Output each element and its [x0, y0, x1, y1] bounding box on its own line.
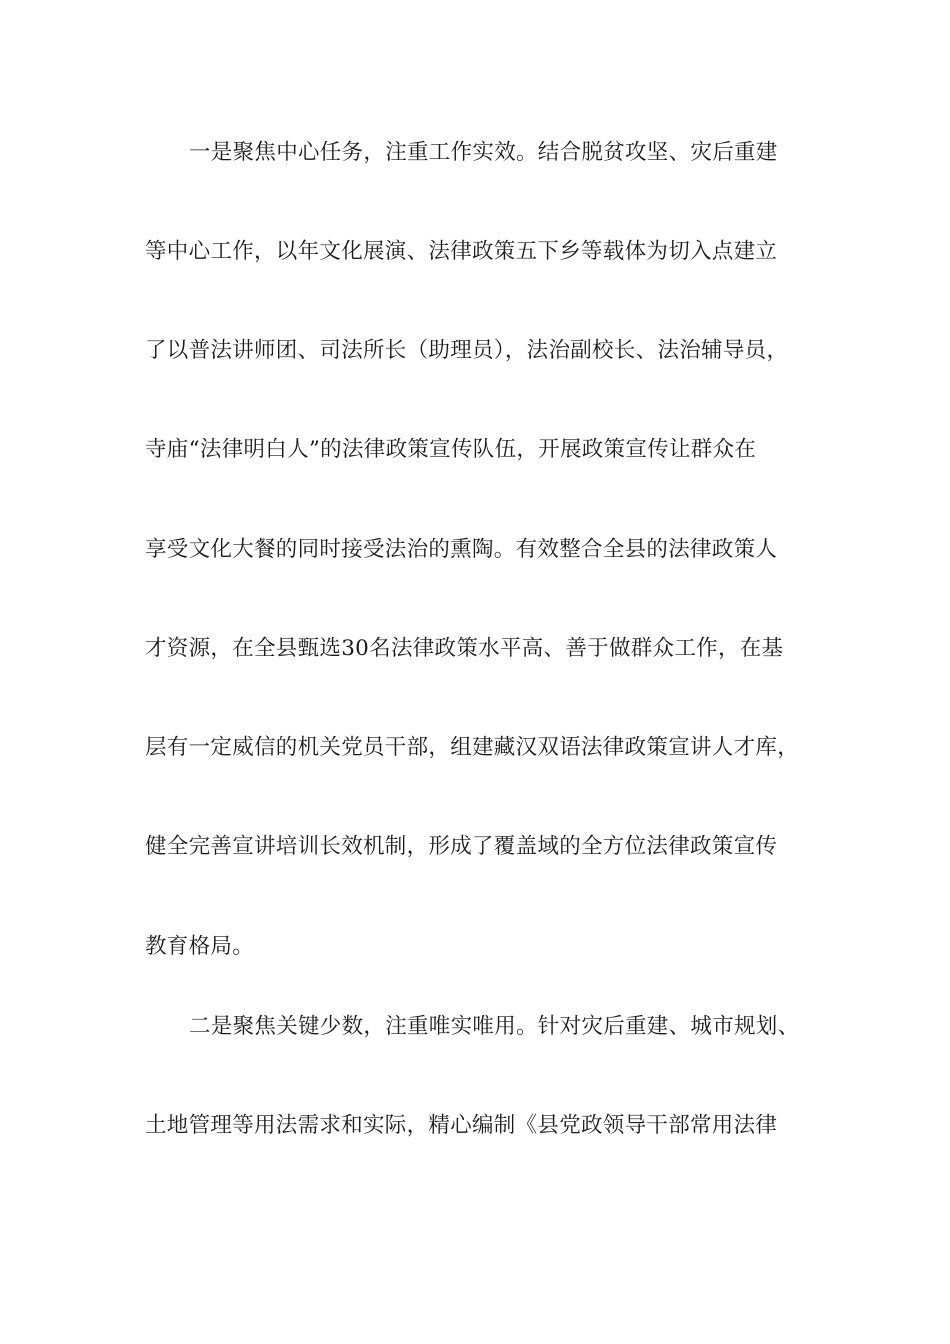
paragraph-1-line-5: 享受文化大餐的同时接受法治的熏陶。有效整合全县的法律政策人 [145, 537, 778, 562]
paragraph-1-line-4: 寺庙“法律明白人”的法律政策宣传队伍，开展政策宣传让群众在 [145, 437, 757, 462]
paragraph-1-line-1: 一是聚焦中心任务，注重工作实效。结合脱贫攻坚、灾后重建 [189, 140, 778, 165]
paragraph-2-line-1: 二是聚焦关键少数，注重唯实唯用。针对灾后重建、城市规划、 [189, 1014, 800, 1039]
paragraph-1-line-2: 等中心工作，以年文化展演、法律政策五下乡等载体为切入点建立 [145, 239, 778, 264]
paragraph-1-line-6: 才资源，在全县甄选30名法律政策水平高、善于做群众工作，在基 [145, 636, 784, 661]
paragraph-1-line-9: 教育格局。 [145, 934, 255, 959]
paragraph-1-line-7: 层有一定威信的机关党员干部，组建藏汉双语法律政策宣讲人才库， [145, 735, 800, 760]
paragraph-1-line-8: 健全完善宣讲培训长效机制，形成了覆盖域的全方位法律政策宣传 [145, 834, 778, 859]
paragraph-1-line-3: 了以普法讲师团、司法所长（助理员），法治副校长、法治辅导员， [145, 338, 789, 363]
paragraph-2-line-2: 土地管理等用法需求和实际，精心编制《县党政领导干部常用法律 [145, 1113, 778, 1138]
